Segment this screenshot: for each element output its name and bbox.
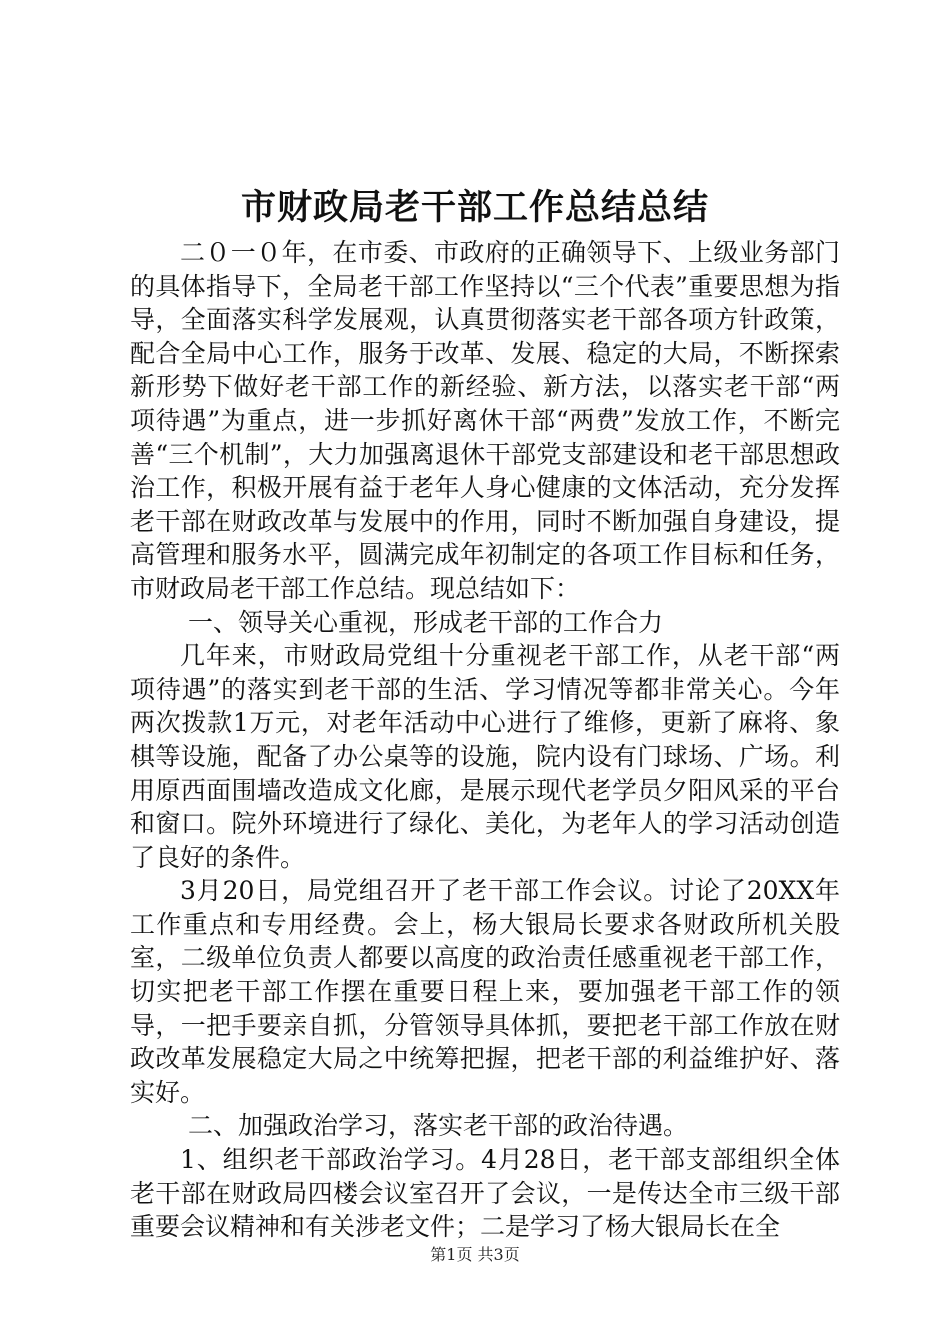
- body-paragraph: 几年来，市财政局党组十分重视老干部工作，从老干部“两项待遇”的落实到老干部的生活、学习情况等都非常关心。今年两次拨款1万元，对老年活动中心进行了维修，更新了麻将、象棋等设施，配备了办公桌等的设施，院内设有门球场、广场。利用原西面围墙改造成文化廊，是展示现代老学员夕阳风采的平台和窗口。院外环境进行了绿化、美化，为老年人的学习活动创造了良好的条件。: [130, 641, 840, 872]
- body-paragraph: 3月20日，局党组召开了老干部工作会议。讨论了20XX年工作重点和专用经费。会上，杨大银局长要求各财政所机关股室，二级单位负责人都要以高度的政治责任感重视老干部工作，切实把老干部工作摆在重要日程上来，要加强老干部工作的领导，一把手要亲自抓，分管领导具体抓，要把老干部工作放在财政改革发展稳定大局之中统筹把握，把老干部的利益维护好、落实好。: [130, 876, 840, 1107]
- body-paragraph: 1、组织老干部政治学习。4月28日，老干部支部组织全体老干部在财政局四楼会议室召开了会议，一是传达全市三级干部重要会议精神和有关涉老文件；二是学习了杨大银局长在全: [130, 1145, 840, 1242]
- section-heading-2: 二、加强政治学习，落实老干部的政治待遇。: [188, 1111, 689, 1141]
- page-number-footer: 第1页 共3页: [430, 1245, 520, 1264]
- document-body: [130, 236, 840, 1244]
- document-title: 市财政局老干部工作总结总结: [240, 187, 709, 228]
- section-heading-1: 一、领导关心重视，形成老干部的工作合力: [188, 607, 664, 637]
- intro-paragraph: 二０一０年，在市委、市政府的正确领导下、上级业务部门的具体指导下，全局老干部工作坚持以“三个代表”重要思想为指导，全面落实科学发展观，认真贯彻落实老干部各项方针政策，配合全局中心工作，服务于改革、发展、稳定的大局，不断探索新形势下做好老干部工作的新经验、新方法，以落实老干部“两项待遇”为重点，进一步抓好离休干部“两费”发放工作，不断完善“三个机制”，大力加强离退休干部党支部建设和老干部思想政治工作，积极开展有益于老年人身心健康的文体活动，充分发挥老干部在财政改革与发展中的作用，同时不断加强自身建设，提高管理和服务水平，圆满完成年初制定的各项工作目标和任务，市财政局老干部工作总结。现总结如下：: [130, 238, 840, 603]
